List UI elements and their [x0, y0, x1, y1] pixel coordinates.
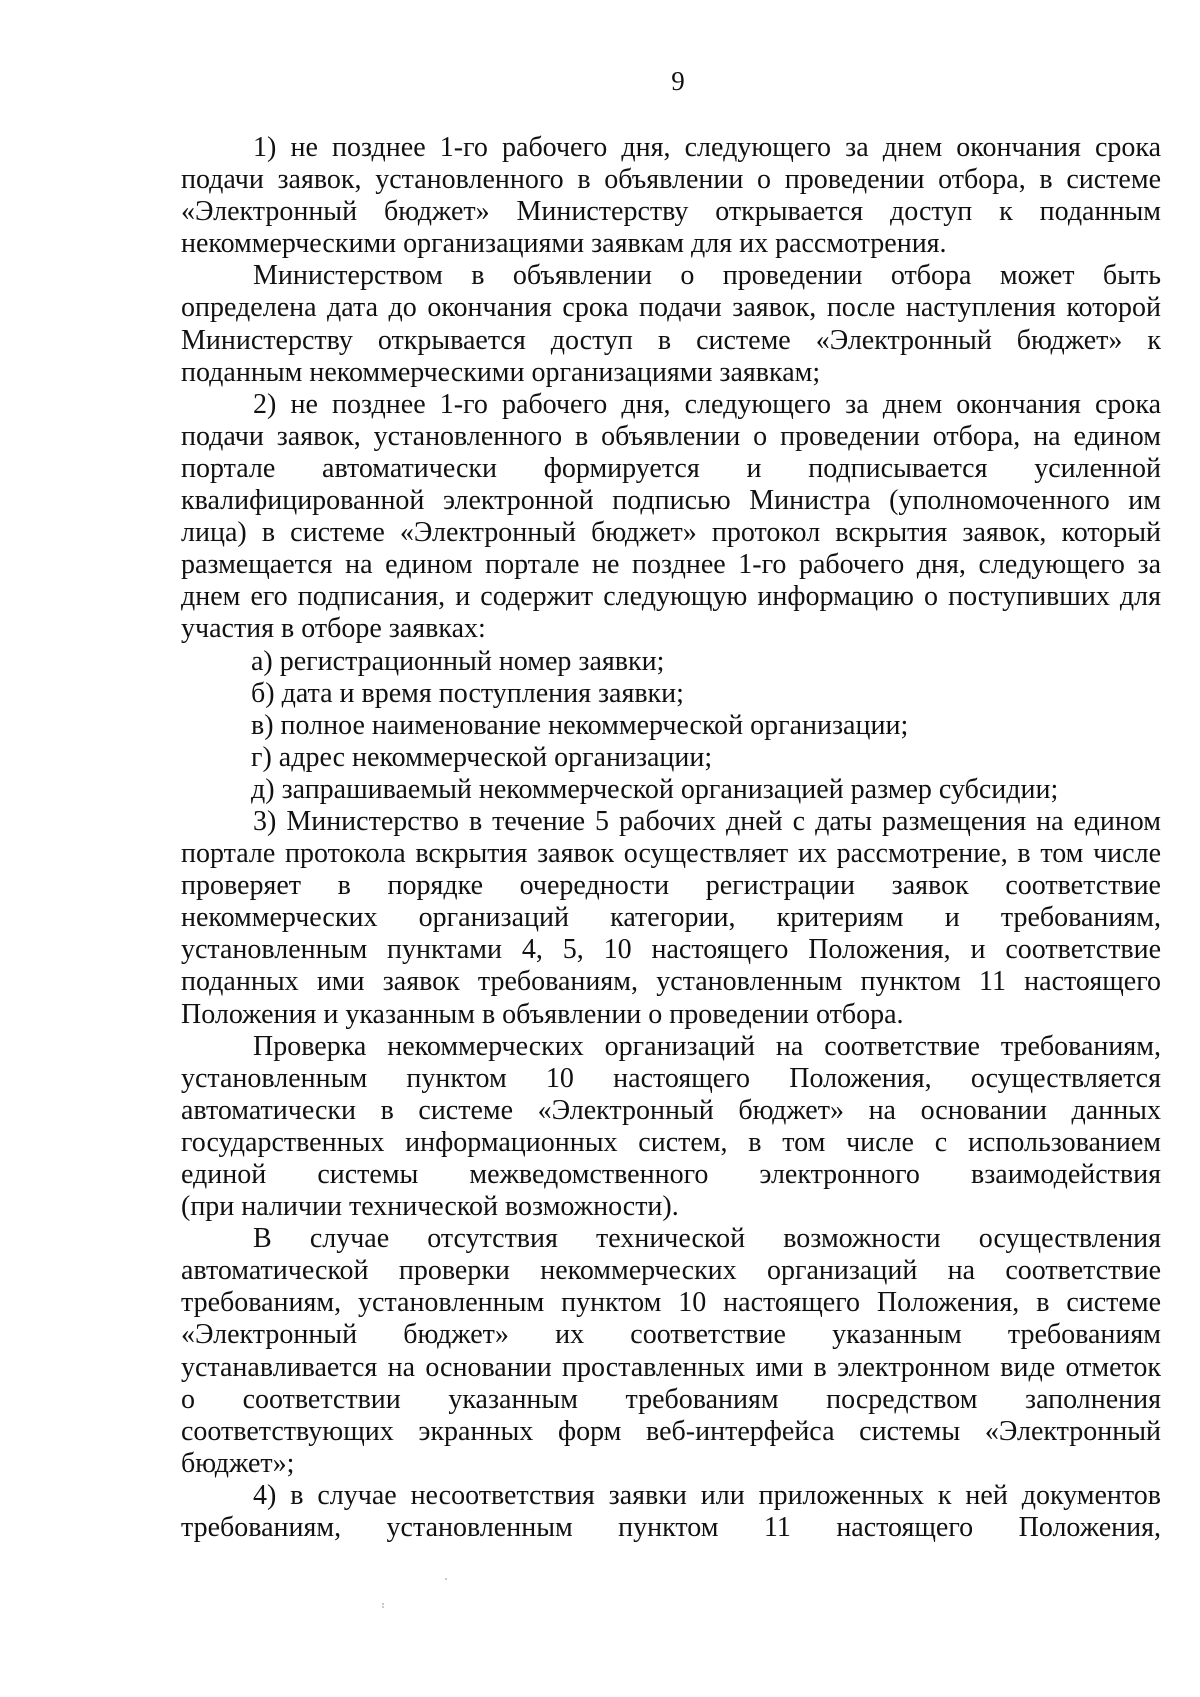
text-line: в) полное наименование некоммерческой организации; — [251, 709, 909, 741]
text-line: Министерству открывается доступ в системе «Электронный бюджет» к — [181, 324, 1161, 356]
page-number: 9 — [671, 66, 685, 96]
text-line: 2) не позднее 1-го рабочего дня, следующего за днем окончания срока — [253, 388, 1161, 420]
text-line: подачи заявок, установленного в объявлении о проведении отбора, на едином — [181, 420, 1161, 452]
document-body — [181, 132, 1161, 1544]
text-line: бюджет»; — [181, 1447, 295, 1479]
text-line: подачи заявок, установленного в объявлении о проведении отбора, в системе — [181, 164, 1161, 196]
text-line: лица) в системе «Электронный бюджет» протокол вскрытия заявок, который — [181, 517, 1161, 549]
text-line: 1) не позднее 1-го рабочего дня, следующего за днем окончания срока — [253, 132, 1161, 163]
text-line: государственных информационных систем, в том числе с использованием — [181, 1126, 1161, 1158]
text-line: автоматической проверки некоммерческих организаций на соответствие — [181, 1255, 1161, 1287]
text-line: о соответствии указанным требованиям посредством заполнения — [181, 1383, 1161, 1415]
text-line: д) запрашиваемый некоммерческой организацией размер субсидии; — [251, 773, 1059, 805]
text-line: поданным некоммерческими организациями заявкам; — [181, 356, 821, 388]
text-line: некоммерческих организаций категории, критериям и требованиям, — [181, 902, 1161, 934]
text-line: Проверка некоммерческих организаций на соответствие требованиям, — [253, 1030, 1161, 1062]
text-line: соответствующих экранных форм веб-интерфейса системы «Электронный — [181, 1415, 1161, 1447]
text-line: поданных ими заявок требованиям, установленным пунктом 11 настоящего — [181, 966, 1161, 998]
text-line: портале автоматически формируется и подписывается усиленной — [181, 452, 1161, 484]
text-line: установленным пунктом 10 настоящего Положения, осуществляется — [181, 1062, 1161, 1094]
text-line: а) регистрационный номер заявки; — [251, 645, 665, 677]
text-line: квалифицированной электронной подписью Министра (уполномоченного им — [181, 485, 1161, 517]
text-line: определена дата до окончания срока подачи заявок, после наступления которой — [181, 292, 1161, 324]
text-line: размещается на едином портале не позднее 1-го рабочего дня, следующего за — [181, 549, 1161, 581]
text-line: Министерством в объявлении о проведении отбора может быть — [253, 260, 1161, 292]
text-line: г) адрес некоммерческой организации; — [251, 741, 713, 773]
text-line: (при наличии технической возможности). — [181, 1191, 679, 1223]
text-line: требованиям, установленным пунктом 10 настоящего Положения, в системе — [181, 1287, 1161, 1319]
scan-speck — [445, 1578, 447, 1580]
text-line: б) дата и время поступления заявки; — [251, 677, 684, 709]
text-line: установленным пунктами 4, 5, 10 настоящего Положения, и соответствие — [181, 934, 1161, 966]
text-line: 4) в случае несоответствия заявки или приложенных к ней документов — [253, 1479, 1161, 1511]
text-line: днем его подписания, и содержит следующую информацию о поступивших для — [181, 581, 1161, 613]
text-line: 3) Министерство в течение 5 рабочих дней с даты размещения на едином — [253, 805, 1161, 837]
text-line: некоммерческими организациями заявкам для их рассмотрения. — [181, 228, 947, 260]
text-line: устанавливается на основании проставленных ими в электронном виде отметок — [181, 1351, 1161, 1383]
text-line: портале протокола вскрытия заявок осуществляет их рассмотрение, в том числе — [181, 838, 1161, 870]
text-line: Положения и указанным в объявлении о проведении отбора. — [181, 998, 904, 1030]
scan-speck — [382, 1603, 384, 1605]
scan-speck — [382, 1606, 384, 1608]
text-line: участия в отборе заявках: — [181, 613, 486, 645]
text-line: «Электронный бюджет» их соответствие указанным требованиям — [181, 1319, 1161, 1351]
text-line: В случае отсутствия технической возможности осуществления — [253, 1223, 1161, 1255]
text-line: «Электронный бюджет» Министерству открывается доступ к поданным — [181, 196, 1161, 228]
text-line: единой системы межведомственного электронного взаимодействия — [181, 1159, 1161, 1190]
text-line: автоматически в системе «Электронный бюджет» на основании данных — [181, 1094, 1161, 1126]
text-line: требованиям, установленным пунктом 11 настоящего Положения, — [181, 1512, 1161, 1544]
text-line: проверяет в порядке очередности регистрации заявок соответствие — [181, 870, 1161, 902]
